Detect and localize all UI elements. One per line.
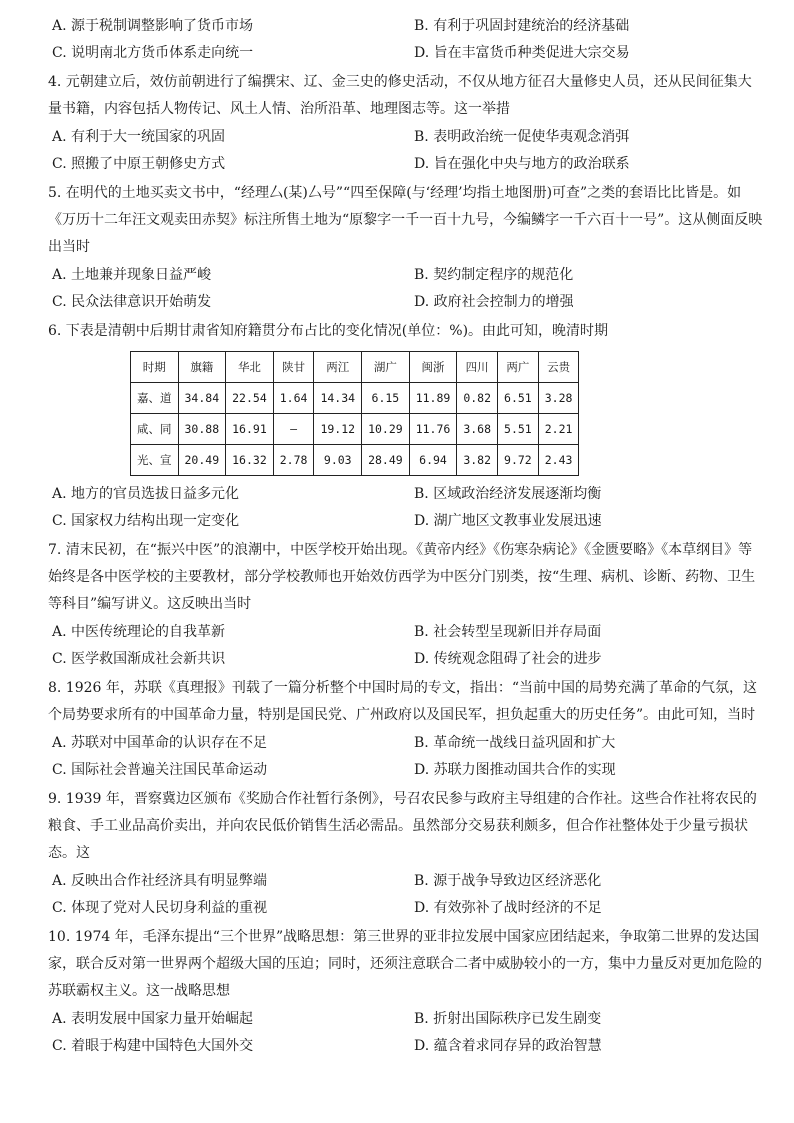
q6-option-a: A. 地方的官员选拔日益多元化 — [52, 486, 240, 502]
table-header-cell: 旗籍 — [178, 352, 226, 383]
table-cell: 30.88 — [178, 414, 226, 445]
table-cell: 光、宣 — [131, 445, 179, 476]
q5-option-a: A. 土地兼并现象日益严峻 — [52, 267, 212, 283]
q3-option-c: C. 说明南北方货币体系走向统一 — [52, 45, 254, 61]
table-header-cell: 云贵 — [538, 352, 579, 383]
table-cell: 6.51 — [498, 383, 539, 414]
q6-option-c: C. 国家权力结构出现一定变化 — [52, 513, 240, 529]
table-row — [131, 445, 579, 476]
q7-options — [48, 620, 764, 671]
exam-page — [48, 12, 764, 1062]
table-cell: 3.68 — [457, 414, 498, 445]
q4-option-c: C. 照搬了中原王朝修史方式 — [52, 156, 226, 172]
table-cell: 咸、同 — [131, 414, 179, 445]
q6-stem: 6. 下表是清朝中后期甘肃省知府籍贯分布占比的变化情况(单位：%)。由此可知，晚清时期 — [48, 323, 609, 339]
q9-option-b: B. 源于战争导致边区经济恶化 — [414, 873, 602, 889]
q4-options — [48, 125, 764, 176]
q3-option-d: D. 旨在丰富货币种类促进大宗交易 — [414, 45, 630, 61]
q5-option-b: B. 契约制定程序的规范化 — [414, 267, 574, 283]
q6-option-d: D. 湖广地区文教事业发展迅速 — [414, 513, 602, 529]
q9-options — [48, 869, 764, 920]
q6-option-b: B. 区域政治经济发展逐渐均衡 — [414, 486, 602, 502]
table-cell: 3.82 — [457, 445, 498, 476]
q10-options — [48, 1007, 764, 1058]
q5-option-c: C. 民众法律意识开始萌发 — [52, 294, 212, 310]
table-row — [131, 414, 579, 445]
q6-options — [48, 482, 764, 533]
table-cell: 11.76 — [409, 414, 457, 445]
q7-option-a: A. 中医传统理论的自我革新 — [52, 624, 226, 640]
table-header-cell: 两广 — [498, 352, 539, 383]
table-header-cell: 陕甘 — [273, 352, 314, 383]
q7-stem: 7. 清末民初，在“振兴中医”的浪潮中，中医学校开始出现。《黄帝内经》《伤寒杂病论》《金匮要略》《本草纲目》等始终是各中医学校的主要教材，部分学校教师也开始效仿西学为中医分门别类，按“生理、病机、诊断、药物、卫生等科目”编写讲义。这反映出当时 — [48, 542, 756, 612]
table-cell: 16.91 — [226, 414, 274, 445]
table-header-cell: 时期 — [131, 352, 179, 383]
table-header-cell: 两江 — [314, 352, 362, 383]
q7-option-b: B. 社会转型呈现新旧并存局面 — [414, 624, 602, 640]
table-cell: 20.49 — [178, 445, 226, 476]
table-cell: 2.21 — [538, 414, 579, 445]
q4-option-d: D. 旨在强化中央与地方的政治联系 — [414, 156, 630, 172]
q7-option-c: C. 医学救国渐成社会新共识 — [52, 651, 226, 667]
table-cell: 34.84 — [178, 383, 226, 414]
q3-options — [48, 14, 764, 65]
table-cell: 1.64 — [273, 383, 314, 414]
q8-option-a: A. 苏联对中国革命的认识存在不足 — [52, 735, 268, 751]
q10-option-d: D. 蕴含着求同存异的政治智慧 — [414, 1038, 602, 1054]
q3-option-a: A. 源于税制调整影响了货币市场 — [52, 18, 254, 34]
table-cell: 6.15 — [362, 383, 410, 414]
table-cell: 5.51 — [498, 414, 539, 445]
table-cell: 6.94 — [409, 445, 457, 476]
table-cell: 9.72 — [498, 445, 539, 476]
table-row — [131, 383, 579, 414]
q10-option-a: A. 表明发展中国家力量开始崛起 — [52, 1011, 254, 1027]
table-cell: 16.32 — [226, 445, 274, 476]
q5-options — [48, 263, 764, 314]
q8-option-d: D. 苏联力图推动国共合作的实现 — [414, 762, 616, 778]
q5-option-d: D. 政府社会控制力的增强 — [414, 294, 574, 310]
q9-stem: 9. 1939 年，晋察冀边区颁布《奖励合作社暂行条例》，号召农民参与政府主导组建的合作社。这些合作社将农民的粮食、手工业品高价卖出，并向农民低价销售生活必需品。虽然部分交易获利颇多，但合作社整体处于少量亏损状态。这 — [48, 791, 757, 861]
table-cell: 3.28 — [538, 383, 579, 414]
q10-option-c: C. 着眼于构建中国特色大国外交 — [52, 1038, 254, 1054]
table-cell: 9.03 — [314, 445, 362, 476]
q7-option-d: D. 传统观念阻碍了社会的进步 — [414, 651, 602, 667]
table-cell: 嘉、道 — [131, 383, 179, 414]
table-header-cell: 湖广 — [362, 352, 410, 383]
table-cell: 28.49 — [362, 445, 410, 476]
q8-options — [48, 731, 764, 782]
q3-option-b: B. 有利于巩固封建统治的经济基础 — [414, 18, 630, 34]
table-header-cell: 四川 — [457, 352, 498, 383]
table-cell: — — [273, 414, 314, 445]
q9-option-d: D. 有效弥补了战时经济的不足 — [414, 900, 602, 916]
q8-option-b: B. 革命统一战线日益巩固和扩大 — [414, 735, 616, 751]
q9-option-a: A. 反映出合作社经济具有明显弊端 — [52, 873, 268, 889]
table-header-row — [131, 352, 579, 383]
q6-data-table — [130, 351, 579, 476]
table-cell: 2.43 — [538, 445, 579, 476]
q5-stem: 5. 在明代的土地买卖文书中，“经理厶(某)厶号”“四至保障(与‘经理’均指土地图册)可查”之类的套语比比皆是。如《万历十二年汪文观卖田赤契》标注所售土地为“原黎字一千一百十九号，今编鳞字一千六百十一号”。这从侧面反映出当时 — [48, 185, 763, 255]
table-cell: 2.78 — [273, 445, 314, 476]
table-header-cell: 华北 — [226, 352, 274, 383]
q4-option-b: B. 表明政治统一促使华夷观念消弭 — [414, 129, 630, 145]
table-cell: 0.82 — [457, 383, 498, 414]
q10-option-b: B. 折射出国际秩序已发生剧变 — [414, 1011, 602, 1027]
q4-stem: 4. 元朝建立后，效仿前朝进行了编撰宋、辽、金三史的修史活动，不仅从地方征召大量修史人员，还从民间征集大量书籍，内容包括人物传记、风土人情、治所沿革、地理图志等。这一举措 — [48, 74, 752, 117]
q8-stem: 8. 1926 年，苏联《真理报》刊载了一篇分析整个中国时局的专文，指出：“当前中国的局势充满了革命的气氛，这个局势要求所有的中国革命力量，特别是国民党、广州政府以及国民军，担负起重大的历史任务”。由此可知，当时 — [48, 680, 758, 723]
table-cell: 19.12 — [314, 414, 362, 445]
q4-option-a: A. 有利于大一统国家的巩固 — [52, 129, 226, 145]
table-cell: 10.29 — [362, 414, 410, 445]
table-cell: 22.54 — [226, 383, 274, 414]
table-header-cell: 闽浙 — [409, 352, 457, 383]
q10-stem: 10. 1974 年，毛泽东提出“三个世界”战略思想：第三世界的亚非拉发展中国家应团结起来，争取第二世界的发达国家，联合反对第一世界两个超级大国的压迫；同时，还须注意联合二者中威胁较小的一方，集中力量反对更加危险的苏联霸权主义。这一战略思想 — [48, 929, 762, 999]
q8-option-c: C. 国际社会普遍关注国民革命运动 — [52, 762, 268, 778]
table-cell: 11.89 — [409, 383, 457, 414]
table-cell: 14.34 — [314, 383, 362, 414]
q9-option-c: C. 体现了党对人民切身利益的重视 — [52, 900, 268, 916]
